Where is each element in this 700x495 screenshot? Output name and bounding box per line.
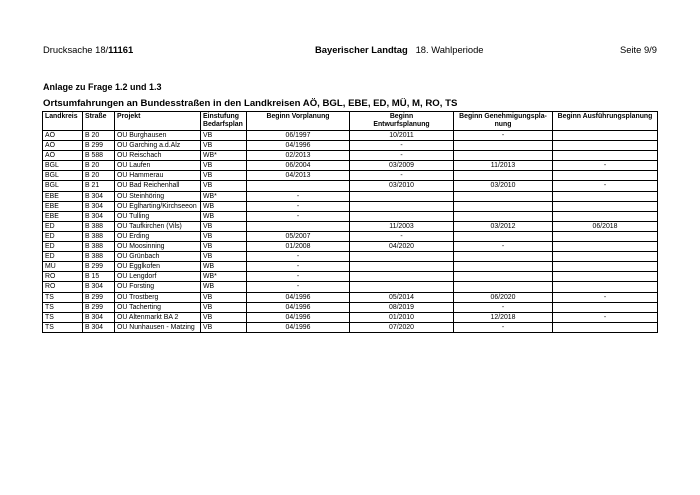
cell-entwurfsplanung: -: [350, 171, 454, 181]
cell-genehmigungsplanung: [454, 201, 553, 211]
cell-einstufung: WB: [201, 282, 247, 292]
table-row: [43, 272, 658, 282]
cell-vorplanung: 05/2007: [247, 231, 350, 241]
cell-entwurfsplanung: 10/2011: [350, 131, 454, 141]
cell-einstufung: VB: [201, 231, 247, 241]
cell-vorplanung: 04/1996: [247, 302, 350, 312]
cell-ausfuehrungsplanung: [553, 141, 658, 151]
table-row: [43, 231, 658, 241]
cell-genehmigungsplanung: [454, 282, 553, 292]
col-header-strasse: Straße: [83, 112, 115, 131]
cell-vorplanung: 04/1996: [247, 322, 350, 332]
table-body: [43, 131, 658, 333]
cell-ausfuehrungsplanung: [553, 282, 658, 292]
cell-strasse: B 299: [83, 292, 115, 302]
cell-landkreis: AÖ: [43, 151, 83, 161]
cell-ausfuehrungsplanung: [553, 322, 658, 332]
cell-einstufung: VB: [201, 302, 247, 312]
cell-genehmigungsplanung: [454, 231, 553, 241]
cell-vorplanung: 06/2004: [247, 161, 350, 171]
parliament-title: Bayerischer Landtag 18. Wahlperiode: [315, 44, 484, 55]
cell-strasse: B 304: [83, 322, 115, 332]
cell-einstufung: WB: [201, 262, 247, 272]
cell-genehmigungsplanung: 03/2010: [454, 181, 553, 191]
cell-landkreis: AÖ: [43, 131, 83, 141]
cell-ausfuehrungsplanung: -: [553, 312, 658, 322]
cell-einstufung: WB: [201, 201, 247, 211]
cell-genehmigungsplanung: [454, 151, 553, 161]
table-row: [43, 171, 658, 181]
cell-projekt: OU Reischach: [115, 151, 201, 161]
cell-einstufung: VB: [201, 161, 247, 171]
cell-ausfuehrungsplanung: [553, 211, 658, 221]
cell-strasse: B 588: [83, 151, 115, 161]
annex-subtitle: Anlage zu Frage 1.2 und 1.3: [43, 82, 162, 92]
cell-entwurfsplanung: 01/2010: [350, 312, 454, 322]
cell-landkreis: ED: [43, 221, 83, 231]
table-row: [43, 181, 658, 191]
cell-landkreis: TS: [43, 302, 83, 312]
cell-einstufung: VB: [201, 141, 247, 151]
table-row: [43, 242, 658, 252]
cell-ausfuehrungsplanung: [553, 262, 658, 272]
cell-projekt: OU Erding: [115, 231, 201, 241]
col-header-projekt: Projekt: [115, 112, 201, 131]
cell-entwurfsplanung: [350, 272, 454, 282]
cell-vorplanung: 04/1996: [247, 141, 350, 151]
cell-strasse: B 21: [83, 181, 115, 191]
cell-strasse: B 20: [83, 161, 115, 171]
cell-einstufung: VB: [201, 242, 247, 252]
cell-genehmigungsplanung: -: [454, 242, 553, 252]
cell-strasse: B 304: [83, 191, 115, 201]
cell-landkreis: TS: [43, 322, 83, 332]
cell-einstufung: VB: [201, 221, 247, 231]
cell-projekt: OU Tacherting: [115, 302, 201, 312]
cell-landkreis: RO: [43, 272, 83, 282]
cell-genehmigungsplanung: [454, 252, 553, 262]
table-row: [43, 151, 658, 161]
cell-entwurfsplanung: -: [350, 141, 454, 151]
cell-landkreis: EBE: [43, 201, 83, 211]
table-row: [43, 282, 658, 292]
cell-ausfuehrungsplanung: [553, 231, 658, 241]
table-row: [43, 221, 658, 231]
cell-projekt: OU Hammerau: [115, 171, 201, 181]
cell-entwurfsplanung: 08/2019: [350, 302, 454, 312]
cell-genehmigungsplanung: -: [454, 302, 553, 312]
cell-vorplanung: 06/1997: [247, 131, 350, 141]
cell-strasse: B 388: [83, 221, 115, 231]
cell-projekt: OU Garching a.d.Alz: [115, 141, 201, 151]
cell-projekt: OU Laufen: [115, 161, 201, 171]
cell-landkreis: BGL: [43, 181, 83, 191]
cell-einstufung: WB*: [201, 191, 247, 201]
cell-einstufung: VB: [201, 312, 247, 322]
cell-ausfuehrungsplanung: [553, 191, 658, 201]
cell-ausfuehrungsplanung: [553, 201, 658, 211]
cell-ausfuehrungsplanung: 06/2018: [553, 221, 658, 231]
cell-strasse: B 304: [83, 211, 115, 221]
cell-ausfuehrungsplanung: -: [553, 161, 658, 171]
cell-genehmigungsplanung: [454, 171, 553, 181]
cell-vorplanung: -: [247, 211, 350, 221]
cell-entwurfsplanung: [350, 252, 454, 262]
cell-landkreis: EBE: [43, 211, 83, 221]
cell-entwurfsplanung: [350, 211, 454, 221]
cell-ausfuehrungsplanung: [553, 242, 658, 252]
cell-landkreis: MÜ: [43, 262, 83, 272]
col-header-ausfuehrungsplanung: Beginn Ausführungsplanung: [553, 112, 658, 131]
cell-entwurfsplanung: -: [350, 231, 454, 241]
cell-genehmigungsplanung: [454, 211, 553, 221]
cell-einstufung: WB: [201, 211, 247, 221]
cell-projekt: OU Grünbach: [115, 252, 201, 262]
cell-entwurfsplanung: 07/2020: [350, 322, 454, 332]
cell-vorplanung: 04/1996: [247, 292, 350, 302]
cell-ausfuehrungsplanung: [553, 252, 658, 262]
cell-landkreis: TS: [43, 312, 83, 322]
table-row: [43, 252, 658, 262]
cell-strasse: B 299: [83, 302, 115, 312]
table-row: [43, 131, 658, 141]
cell-projekt: OU Egglkofen: [115, 262, 201, 272]
cell-projekt: OU Steinhöring: [115, 191, 201, 201]
cell-vorplanung: -: [247, 201, 350, 211]
cell-strasse: B 299: [83, 262, 115, 272]
cell-entwurfsplanung: 04/2020: [350, 242, 454, 252]
cell-landkreis: ED: [43, 231, 83, 241]
cell-projekt: OU Bad Reichenhall: [115, 181, 201, 191]
col-header-landkreis: Landkreis: [43, 112, 83, 131]
cell-genehmigungsplanung: [454, 191, 553, 201]
table-row: [43, 191, 658, 201]
cell-landkreis: RO: [43, 282, 83, 292]
cell-einstufung: VB: [201, 181, 247, 191]
cell-landkreis: EBE: [43, 191, 83, 201]
cell-vorplanung: 01/2008: [247, 242, 350, 252]
cell-landkreis: BGL: [43, 161, 83, 171]
cell-strasse: B 388: [83, 252, 115, 262]
cell-genehmigungsplanung: -: [454, 322, 553, 332]
cell-landkreis: ED: [43, 242, 83, 252]
cell-genehmigungsplanung: [454, 272, 553, 282]
cell-projekt: OU Moosinning: [115, 242, 201, 252]
cell-landkreis: BGL: [43, 171, 83, 181]
cell-vorplanung: 02/2013: [247, 151, 350, 161]
cell-genehmigungsplanung: -: [454, 131, 553, 141]
col-header-vorplanung: Beginn Vorplanung: [247, 112, 350, 131]
cell-einstufung: VB: [201, 322, 247, 332]
cell-strasse: B 304: [83, 201, 115, 211]
cell-vorplanung: -: [247, 252, 350, 262]
cell-entwurfsplanung: [350, 282, 454, 292]
cell-einstufung: WB*: [201, 151, 247, 161]
cell-projekt: OU Eglharting/Kirchseeon: [115, 201, 201, 211]
cell-vorplanung: 04/2013: [247, 171, 350, 181]
page-number: Seite 9/9: [619, 44, 657, 55]
cell-entwurfsplanung: 03/2010: [350, 181, 454, 191]
table-header-row: [43, 112, 658, 131]
cell-landkreis: TS: [43, 292, 83, 302]
cell-strasse: B 20: [83, 131, 115, 141]
table-row: [43, 161, 658, 171]
col-header-einstufung: Einstufung Bedarfsplan: [201, 112, 247, 131]
col-header-entwurfsplanung: Beginn Entwurfsplanung: [350, 112, 454, 131]
cell-entwurfsplanung: [350, 201, 454, 211]
table-row: [43, 262, 658, 272]
cell-projekt: OU Lengdorf: [115, 272, 201, 282]
col-header-genehmigungsplanung: Beginn Genehmigungspla- nung: [454, 112, 553, 131]
table-row: [43, 312, 658, 322]
table-row: [43, 322, 658, 332]
cell-vorplanung: -: [247, 262, 350, 272]
bypass-roads-table: [42, 111, 658, 333]
table-row: [43, 141, 658, 151]
cell-genehmigungsplanung: [454, 262, 553, 272]
cell-vorplanung: [247, 181, 350, 191]
cell-einstufung: VB: [201, 131, 247, 141]
cell-vorplanung: -: [247, 191, 350, 201]
cell-ausfuehrungsplanung: [553, 302, 658, 312]
table-row: [43, 292, 658, 302]
cell-einstufung: VB: [201, 292, 247, 302]
cell-entwurfsplanung: -: [350, 151, 454, 161]
cell-ausfuehrungsplanung: [553, 151, 658, 161]
cell-vorplanung: [247, 221, 350, 231]
cell-entwurfsplanung: 03/2009: [350, 161, 454, 171]
cell-ausfuehrungsplanung: -: [553, 292, 658, 302]
table-row: [43, 211, 658, 221]
cell-ausfuehrungsplanung: [553, 171, 658, 181]
page-header: [43, 40, 657, 60]
cell-strasse: B 388: [83, 242, 115, 252]
table-row: [43, 302, 658, 312]
cell-genehmigungsplanung: [454, 141, 553, 151]
cell-projekt: OU Tulling: [115, 211, 201, 221]
cell-strasse: B 299: [83, 141, 115, 151]
cell-projekt: OU Altenmarkt BA 2: [115, 312, 201, 322]
cell-landkreis: ED: [43, 252, 83, 262]
cell-einstufung: VB: [201, 171, 247, 181]
cell-genehmigungsplanung: 12/2018: [454, 312, 553, 322]
cell-ausfuehrungsplanung: -: [553, 181, 658, 191]
document-number: Drucksache 18/11161: [43, 44, 134, 55]
cell-genehmigungsplanung: 06/2020: [454, 292, 553, 302]
cell-vorplanung: 04/1996: [247, 312, 350, 322]
table-title: Ortsumfahrungen an Bundesstraßen in den Landkreisen AÖ, BGL, EBE, ED, MÜ, M, RO, TS: [43, 98, 458, 109]
cell-ausfuehrungsplanung: [553, 131, 658, 141]
cell-entwurfsplanung: [350, 191, 454, 201]
table-row: [43, 201, 658, 211]
cell-strasse: B 304: [83, 282, 115, 292]
cell-strasse: B 304: [83, 312, 115, 322]
cell-strasse: B 388: [83, 231, 115, 241]
cell-vorplanung: -: [247, 272, 350, 282]
cell-einstufung: WB*: [201, 272, 247, 282]
cell-projekt: OU Forsting: [115, 282, 201, 292]
cell-landkreis: AÖ: [43, 141, 83, 151]
cell-projekt: OU Burghausen: [115, 131, 201, 141]
cell-entwurfsplanung: 11/2003: [350, 221, 454, 231]
cell-vorplanung: -: [247, 282, 350, 292]
cell-entwurfsplanung: 05/2014: [350, 292, 454, 302]
cell-strasse: B 15: [83, 272, 115, 282]
cell-projekt: OU Taufkirchen (Vils): [115, 221, 201, 231]
cell-ausfuehrungsplanung: [553, 272, 658, 282]
cell-projekt: OU Nunhausen - Matzing: [115, 322, 201, 332]
cell-einstufung: VB: [201, 252, 247, 262]
cell-projekt: OU Trostberg: [115, 292, 201, 302]
cell-strasse: B 20: [83, 171, 115, 181]
cell-genehmigungsplanung: 11/2013: [454, 161, 553, 171]
cell-genehmigungsplanung: 03/2012: [454, 221, 553, 231]
cell-entwurfsplanung: [350, 262, 454, 272]
